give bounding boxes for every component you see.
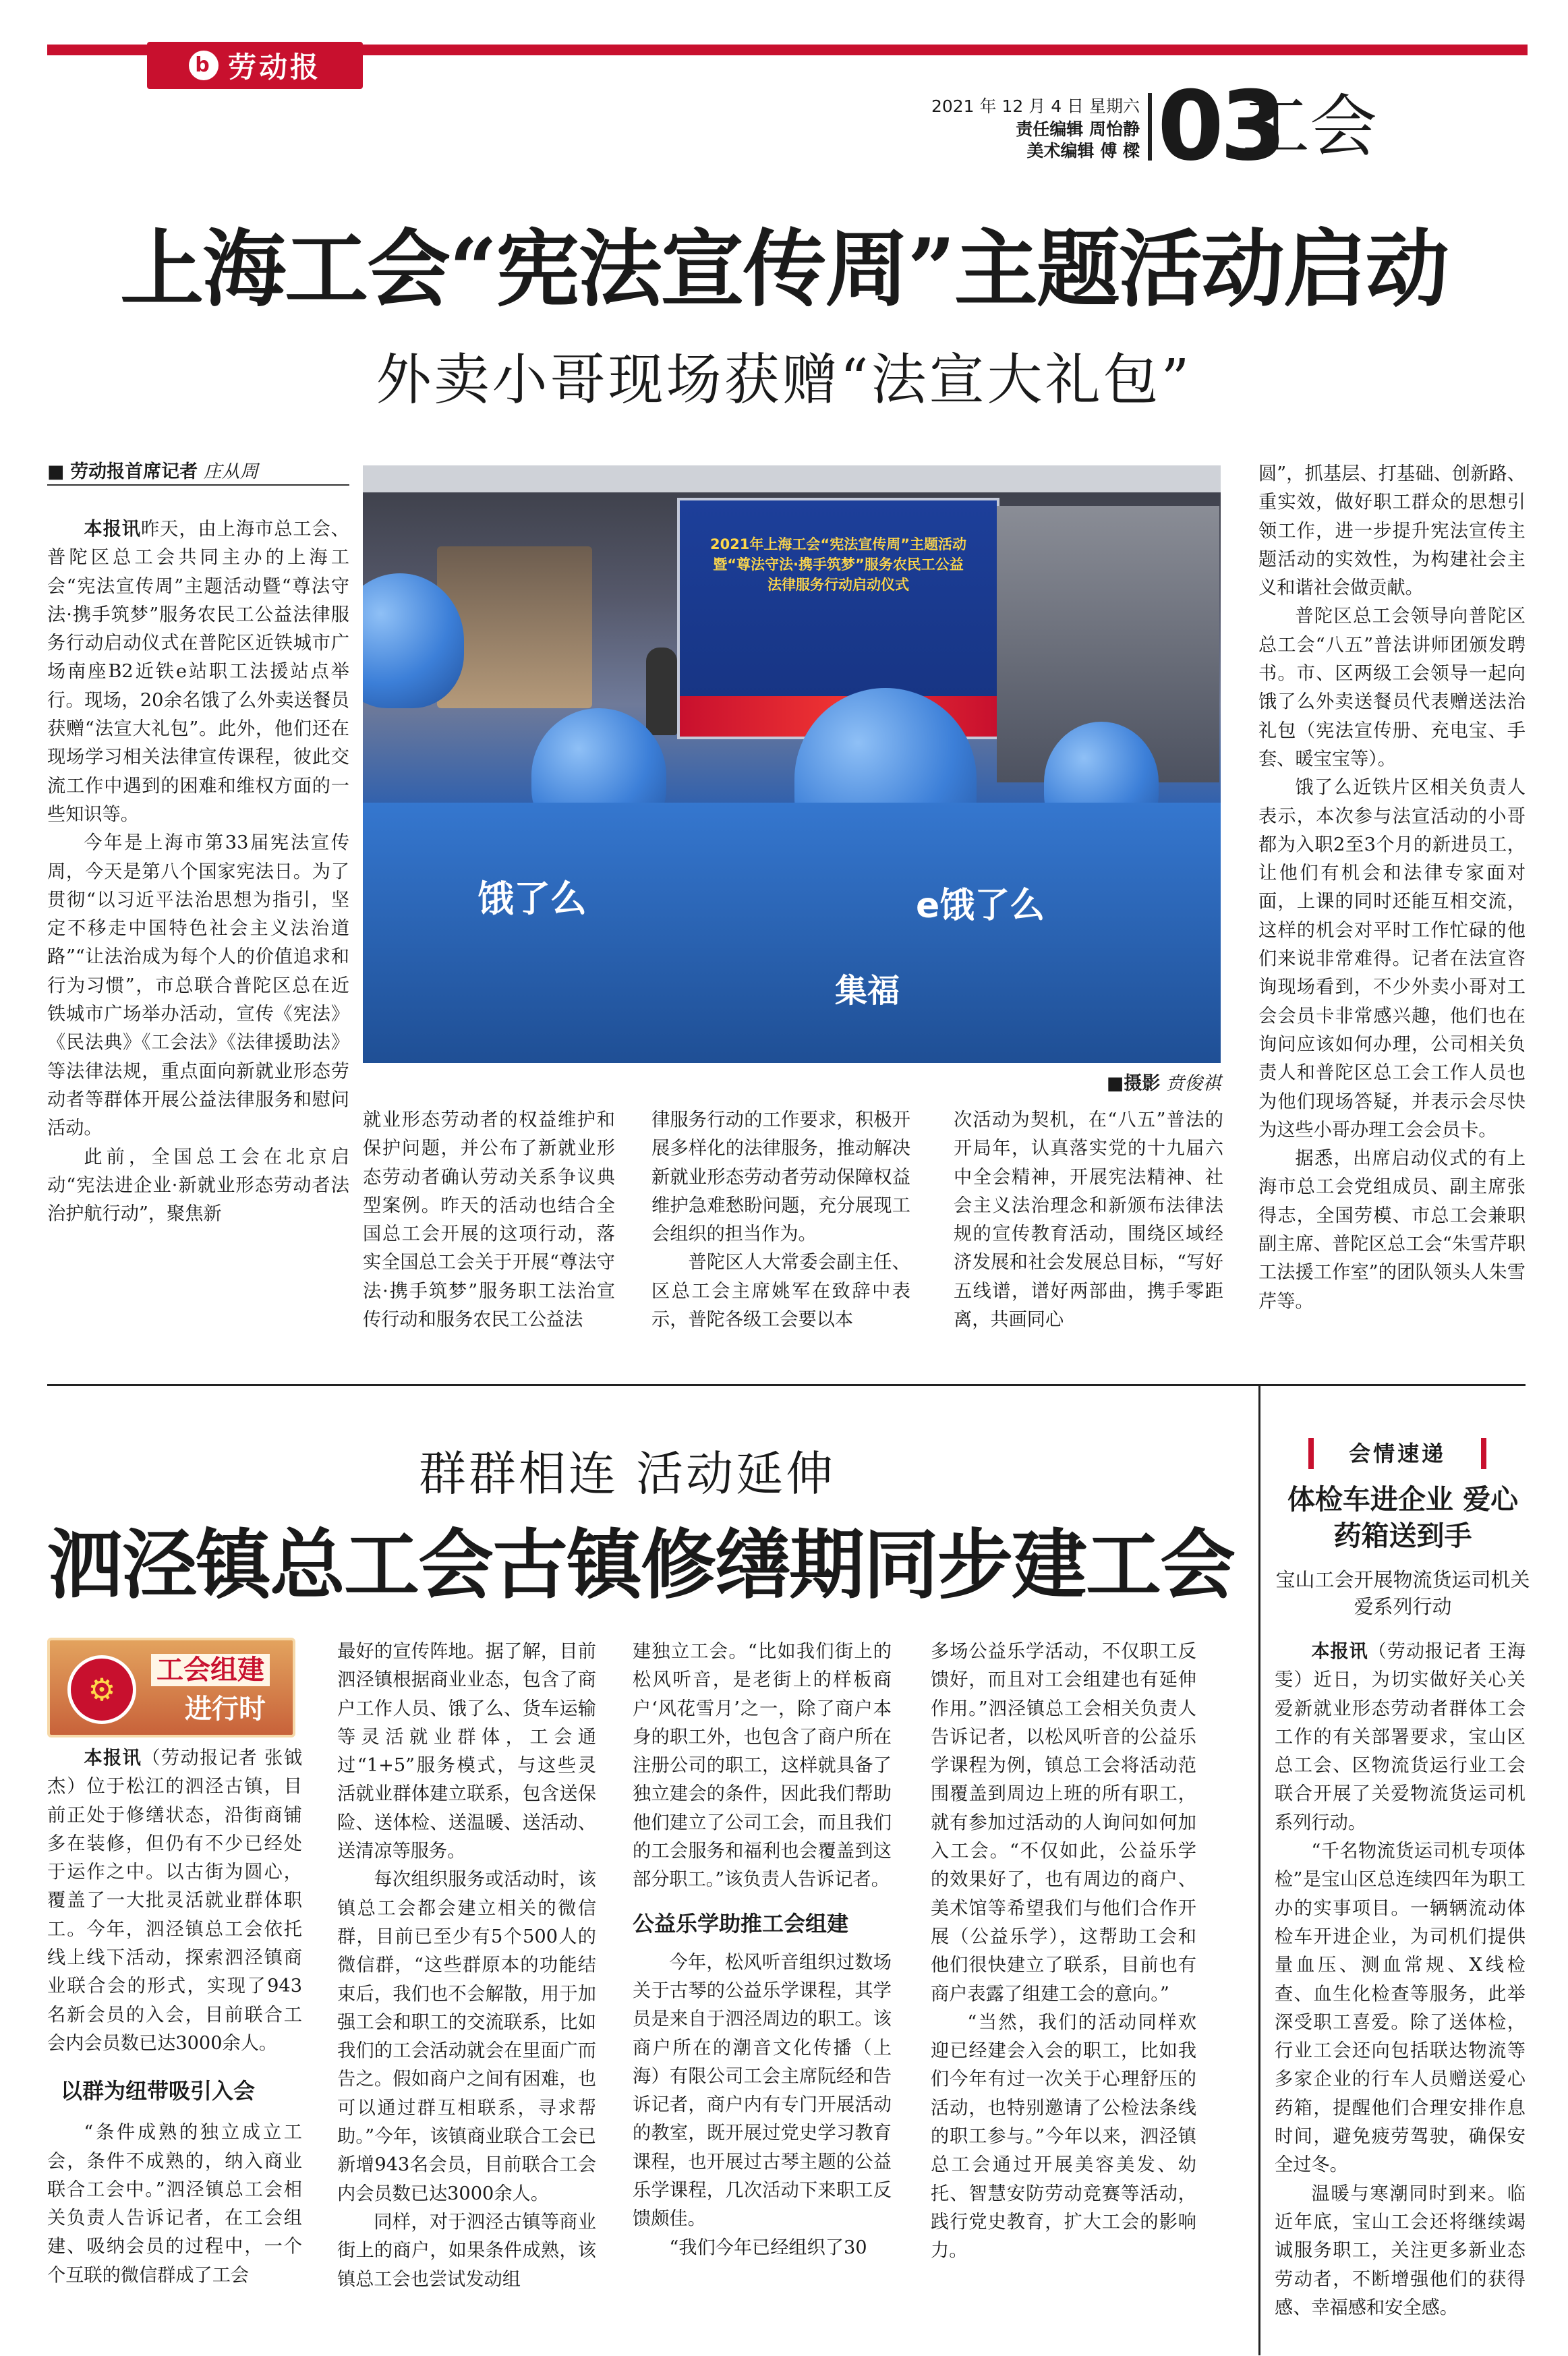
photo-banner	[680, 534, 997, 595]
second-col-2	[337, 1638, 596, 2294]
editor-label: 责任编辑	[1016, 119, 1084, 139]
photo-credit	[1079, 1068, 1221, 1095]
lead-col-5	[1258, 460, 1526, 1316]
sidebar-p2: “千名物流货运司机专项体检”是宝山区总连续四年为职工办的实事项目。一辆辆流动体检车开进企业，为司机们提供量血压、测血常规、X线检查、血生化检查等服务，此举深受职工喜爱。除了送体检，行业工会还向包括联达物流等多家企业的行车人员赠送爱心药箱，提醒他们合理安排作息时间，避免疲劳驾驶，确保安全过冬。	[1275, 1841, 1526, 2176]
sidebar-headline: 体检车进企业 爱心药箱送到手	[1287, 1483, 1519, 1552]
photo-ceiling	[363, 465, 1221, 492]
second-col1-p1: （劳动报记者 张钺杰）位于松江的泗泾古镇，目前正处于修缮状态，沿街商铺多在装修，但仍有不少已经处于运作之中。以古街为圆心，覆盖了一大批灵活就业群体职工。今年，泗泾镇总工会依托线上线下活动，探索泗泾镇商业联合会的形式，实现了943名新会员的入会，目前联合工会内会员数已达3000余人。	[47, 1748, 302, 2054]
second-subhead-2: 公益乐学助推工会组建	[633, 1910, 849, 1936]
logo-mark-icon: b	[189, 51, 219, 80]
lead-col-1	[47, 515, 349, 1228]
page-number: 03	[1157, 71, 1283, 182]
photo-banner-line-3: 法律服务行动启动仪式	[767, 577, 909, 593]
lead-photo	[363, 465, 1221, 1063]
credit-square-icon: ■	[1106, 1073, 1124, 1094]
photo-credit-label: 摄影	[1124, 1073, 1161, 1094]
lead-col4-p1: 次活动为契机，在“八五”普法的开局年，认真落实党的十九届六中全会精神，开展宪法精神、社会主义法治理念和新颁布法律法规的宣传教育活动，围绕区域经济发展和社会发展总目标，“写好五线谱，谱好两部曲，携手零距离，共画同心	[954, 1110, 1223, 1331]
lead-col-3	[651, 1106, 910, 1334]
paper-logo	[147, 42, 363, 89]
lead-byline	[47, 460, 349, 486]
photo-credit-name: 贲俊祺	[1166, 1073, 1221, 1094]
second-col4-p1: 多场公益乐学活动，不仅职工反馈好，而且对工会组建也有延伸作用。”泗泾镇总工会相关负责人告诉记者，以松风听音的公益乐学课程为例，镇总工会将活动范围覆盖到周边上班的所有职工，就有参加过活动的人询问如何加入工会。“不仅如此，公益乐学的效果好了，也有周边的商户、美术馆等希望我们与他们合作开展（公益乐学），这帮助工会和他们很快建立了联系，目前也有商户表露了组建工会的意向。”	[931, 1641, 1196, 2005]
lead-col5-p2: 普陀区总工会领导向普陀区总工会“八五”普法讲师团颁发聘书。市、区两级工会领导一起向饿了么外卖送餐员代表赠送法治礼包（宪法宣传册、充电宝、手套、暖宝宝等）。	[1258, 606, 1526, 770]
art-editor-name: 傅 樑	[1100, 141, 1140, 161]
second-col2-p2: 每次组织服务或活动时，该镇总工会都会建立相关的微信群，目前已至少有5个500人的微信群，“这些群原本的功能结束后，我们也不会解散，用于加强工会和职工的交流联系，比如我们的工会活动就会在里面广而告之。假如商户之间有困难，也可以通过群互相联系，寻求帮助。”今年，该镇商业联合工会已新增943名会员，目前联合工会内会员数已达3000余人。	[337, 1869, 596, 2204]
sidebar-p3: 温暖与寒潮同时到来。临近年底，宝山工会还将继续竭诚服务职工，关注更多新业态劳动者，不断增强他们的获得感、幸福感和安全感。	[1275, 2183, 1526, 2318]
photo-vest-text-1: 饿了么	[477, 878, 587, 920]
story-divider	[47, 1384, 1526, 1386]
sidebar-dateline-lead: 本报讯	[1311, 1641, 1368, 1662]
union-building-badge	[47, 1638, 295, 1737]
lead-col2-p1: 就业形态劳动者的权益维护和保护问题，并公布了新就业形态劳动者确认劳动关系争议典型案例。昨天的活动也结合全国总工会开展的这项行动，落实全国总工会关于开展“尊法守法·携手筑梦”服务职工法治宣传行动和服务农民工公益法	[363, 1110, 615, 1331]
lead-col3-p2: 普陀区人大常委会副主任、区总工会主席姚军在致辞中表示，普陀各级工会要以本	[651, 1252, 910, 1331]
lead-col3-p1: 律服务行动的工作要求，积极开展多样化的法律服务，推动解决新就业形态劳动者劳动保障权益维护急难愁盼问题，充分展现工会组织的担当作为。	[651, 1110, 910, 1245]
second-col-4	[931, 1638, 1196, 2266]
second-subhead-1: 以群为纽带吸引入会	[61, 2078, 256, 2104]
second-col-1	[47, 1744, 302, 2290]
date-line: 2021 年 12 月 4 日 星期六	[931, 96, 1140, 116]
badge-line-1: 工会组建	[151, 1654, 270, 1686]
paper-name: 劳动报	[227, 51, 321, 84]
sidebar-divider	[1258, 1384, 1260, 2355]
lead-subheadline: 外卖小哥现场获赠“法宣大礼包”	[376, 348, 1192, 412]
photo-speaker	[646, 648, 677, 735]
second-col1-p2: “条件成熟的独立成立工会，条件不成熟的，纳入商业联合工会中。”泗泾镇总工会相关负责人告诉记者，在工会组建、吸纳会员的过程中，一个个互联的微信群成了工会	[47, 2122, 302, 2286]
second-col-3	[633, 1638, 892, 2262]
byline-label: 劳动报首席记者	[70, 461, 198, 482]
badge-line-2: 进行时	[185, 1694, 266, 1725]
sidebar-column-title: 会情速递	[1308, 1438, 1486, 1469]
lead-col-2	[363, 1106, 615, 1334]
section-title: 工会	[1242, 87, 1377, 166]
dateline-lead: 本报讯	[84, 519, 141, 540]
lead-col5-p3: 饿了么近铁片区相关负责人表示，本次参与法宣活动的小哥都为入职2至3个月的新进员工，让他们有机会和法律专家面对面，上课的同时还能互相交流，这样的机会对平时工作忙碌的他们来说非常难得。记者在法宣咨询现场看到，不少外卖小哥对工会会员卡非常感兴趣，他们也在询问应该如何办理，公司相关负责人和普陀区总工会工作人员也为他们现场答疑，并表示会尽快为这些小哥办理工会会员卡。	[1258, 777, 1526, 1141]
union-emblem-icon: ⚙	[67, 1655, 136, 1724]
photo-banner-line-2: 暨“尊法守法·携手筑梦”服务农民工公益	[713, 556, 964, 573]
lead-col5-p1: 圆”，抓基层、打基础、创新路、重实效，做好职工群众的思想引领工作，进一步提升宪法宣传主题活动的实效性，为构建社会主义和谐社会做贡献。	[1258, 463, 1526, 599]
sidebar-body	[1275, 1638, 1526, 2322]
sidebar-subhead: 宝山工会开展物流货运司机关爱系列行动	[1275, 1568, 1530, 1618]
photo-banner-line-1: 2021年上海工会“宪法宣传周”主题活动	[709, 536, 967, 552]
lead-col-4	[954, 1106, 1223, 1334]
second-col3-p3: “我们今年已经组织了30	[669, 2237, 867, 2258]
second-col3-p1: 建独立工会。“比如我们街上的松风听音，是老街上的样板商户‘风花雪月’之一，除了商户本身的职工外，也包含了商户所在注册公司的职工，这样就具备了独立建会的条件，因此我们帮助他们建立了公司工会，而且我们的工会服务和福利也会覆盖到这部分职工。”该负责人告诉记者。	[633, 1641, 892, 1891]
editor-line	[890, 119, 1140, 140]
second-col3-p2: 今年，松风听音组织过数场关于古琴的公益乐学课程，其学员是来自于泗泾周边的职工。该商户所在的潮音文化传播（上海）有限公司工会主席阮经和告诉记者，商户内有专门开展活动的教室，既开展过党史学习教育课程，也开展过古琴主题的公益乐学课程，几次活动下来职工反馈颇佳。	[633, 1951, 892, 2230]
second-col2-p3: 同样，对于泗泾古镇等商业街上的商户，如果条件成熟，该镇总工会也尝试发动组	[337, 2211, 596, 2290]
editor-name: 周怡静	[1088, 119, 1140, 139]
lead-col1-p3: 此前，全国总工会在北京启动“宪法进企业·新就业形态劳动者法治护航行动”，聚焦新	[47, 1146, 349, 1225]
masthead-divider	[1148, 93, 1152, 161]
second-col4-p2: “当然，我们的活动同样欢迎已经建会入会的职工，比如我们今年有过一次关于心理舒压的活动，也特别邀请了公检法条线的职工参与。”今年以来，泗泾镇总工会通过开展美容美发、幼托、智慧安防劳动竞赛等活动，践行党史教育，扩大工会的影响力。	[931, 2011, 1196, 2262]
lead-col5-p4: 据悉，出席启动仪式的有上海市总工会党组成员、副主席张得志，全国劳模、市总工会兼职副主席、普陀区总工会“朱雪芹职工法援工作室”的团队领头人朱雪芹等。	[1258, 1148, 1526, 1312]
photo-riders	[363, 803, 1221, 1063]
sidebar-p1: （劳动报记者 王海雯）近日，为切实做好关心关爱新就业形态劳动者群体工会工作的有关部署要求，宝山区总工会、区物流货运行业工会联合开展了关爱物流货运司机系列行动。	[1275, 1641, 1526, 1833]
art-editor-line	[890, 140, 1140, 162]
second-headline: 泗泾镇总工会古镇修缮期同步建工会	[47, 1521, 1234, 1609]
second-col2-p1: 最好的宣传阵地。据了解，目前泗泾镇根据商业业态，包含了商户工作人员、饿了么、货车运输等灵活就业群体，工会通过“1+5”服务模式，与这些灵活就业群体建立联系，包含送保险、送体检、送温暖、送活动、送清凉等服务。	[337, 1641, 596, 1862]
photo-vest-text-3: 集福	[835, 972, 900, 1010]
lead-headline: 上海工会“宪法宣传周”主题活动启动	[120, 221, 1448, 318]
square-bullet-icon: ■	[47, 461, 65, 482]
second-kicker: 群群相连 活动延伸	[418, 1446, 836, 1501]
lead-col1-p1: 昨天，由上海市总工会、普陀区总工会共同主办的上海工会“宪法宣传周”主题活动暨“尊法守法·携手筑梦”服务农民工公益法律服务行动启动仪式在普陀区近铁城市广场南座B2近铁e站职工法援站点举行。现场，20余名饿了么外卖送餐员获赠“法宣大礼包”。此外，他们还在现场学习相关法律宣传课程，彼此交流工作中遇到的困难和维权方面的一些知识等。	[47, 519, 349, 825]
art-editor-label: 美术编辑	[1026, 141, 1095, 161]
byline-name: 庄从周	[203, 461, 258, 482]
second-dateline-lead: 本报讯	[84, 1748, 142, 1769]
photo-vest-text-2: e饿了么	[916, 886, 1045, 926]
lead-col1-p2: 今年是上海市第33届宪法宣传周，今天是第八个国家宪法日。为了贯彻“以习近平法治思想为指引，坚定不移走中国特色社会主义法治道路”“让法治成为每个人的价值追求和行为习惯”，市总联合普陀区总在近铁城市广场举办活动，宣传《宪法》《民法典》《工会法》《法律援助法》等法律法规，重点面向新就业形态劳动者等群体开展公益法律服务和慰问活动。	[47, 832, 349, 1139]
